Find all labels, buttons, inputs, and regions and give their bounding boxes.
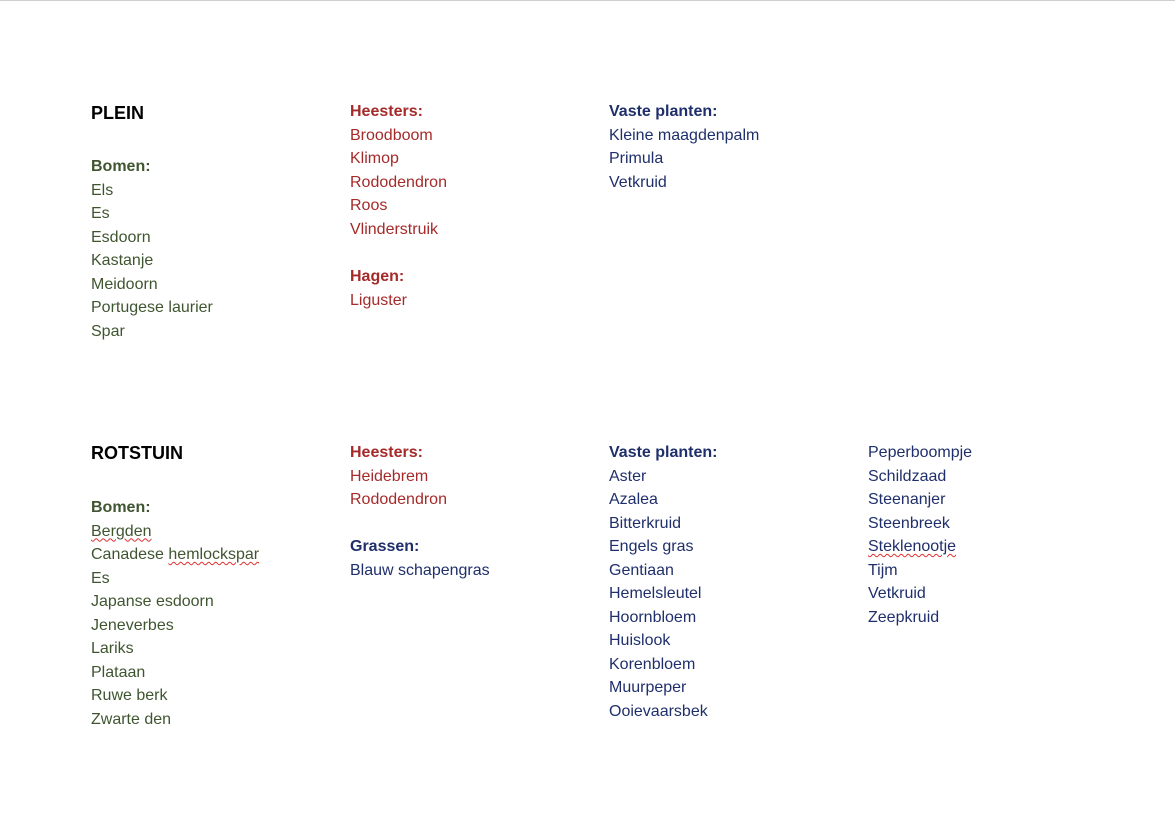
section-title-plein: PLEIN <box>91 103 145 123</box>
list-item: Klimop <box>350 150 399 167</box>
list-item: Kleine maagdenpalm <box>609 126 760 144</box>
list-item: Roos <box>350 197 388 214</box>
list-item: Rododendron <box>350 491 447 508</box>
list-item: Steenanjer <box>868 491 946 508</box>
spelling-flagged-word: Bergden <box>91 522 152 540</box>
list-item: Ooievaarsbek <box>609 702 708 720</box>
list-item: Es <box>91 205 110 222</box>
list-item <box>868 535 972 559</box>
list-item: Els <box>91 181 114 199</box>
list-item: Azalea <box>609 491 658 508</box>
list-item: Vlinderstruik <box>350 220 439 238</box>
plein-heesters-heading: Heesters: <box>350 103 423 120</box>
list-item: Spar <box>91 322 125 340</box>
list-item: Blauw schapengras <box>350 561 490 579</box>
plein-bomen-list <box>91 155 213 343</box>
rotstuin-heesters-list <box>350 441 447 512</box>
plein-hagen-heading: Hagen: <box>350 268 405 285</box>
list-item: Vetkruid <box>868 585 926 602</box>
list-item: Vetkruid <box>609 173 667 191</box>
list-item: Meidoorn <box>91 275 158 293</box>
list-item <box>91 520 259 544</box>
list-item <box>91 543 259 567</box>
list-item: Muurpeper <box>609 679 687 696</box>
rotstuin-vaste-planten-list <box>609 441 717 723</box>
top-border-line <box>0 0 1175 1</box>
list-item: Schildzaad <box>868 467 947 485</box>
list-item: Kastanje <box>91 252 154 269</box>
list-item-text: Canadese <box>91 546 169 563</box>
list-item: Hemelsleutel <box>609 585 702 602</box>
spelling-flagged-word: Steklenootje <box>868 538 957 555</box>
list-item: Broodboom <box>350 126 433 144</box>
list-item: Jeneverbes <box>91 616 174 634</box>
list-item: Plataan <box>91 663 146 681</box>
rotstuin-heesters-heading: Heesters: <box>350 444 423 461</box>
list-item: Steenbreek <box>868 514 950 532</box>
list-item: Es <box>91 569 110 587</box>
list-item: Zwarte den <box>91 710 172 728</box>
list-item: Lariks <box>91 640 134 657</box>
list-item: Bitterkruid <box>609 514 682 532</box>
list-item: Ruwe berk <box>91 687 168 704</box>
rotstuin-grassen-list <box>350 535 490 582</box>
rotstuin-bomen-list <box>91 496 259 731</box>
plein-vaste-planten-list <box>609 100 759 194</box>
list-item: Hoornbloem <box>609 608 697 626</box>
plein-bomen-heading: Bomen: <box>91 158 151 175</box>
list-item: Aster <box>609 467 647 485</box>
list-item: Peperboompje <box>868 444 973 461</box>
list-item: Liguster <box>350 291 407 309</box>
rotstuin-vaste-planten-heading: Vaste planten: <box>609 444 718 461</box>
list-item: Esdoorn <box>91 228 151 246</box>
plein-vaste-planten-heading: Vaste planten: <box>609 103 718 120</box>
spelling-flagged-word: hemlockspar <box>168 546 260 563</box>
list-item: Japanse esdoorn <box>91 593 214 610</box>
list-item: Engels gras <box>609 538 694 555</box>
list-item: Huislook <box>609 632 671 649</box>
list-item: Portugese laurier <box>91 299 213 316</box>
list-item: Primula <box>609 150 664 167</box>
list-item: Korenbloem <box>609 655 696 673</box>
rotstuin-grassen-heading: Grassen: <box>350 538 420 555</box>
list-item: Rododendron <box>350 173 447 191</box>
list-item: Zeepkruid <box>868 608 940 626</box>
list-item: Tijm <box>868 561 898 579</box>
section-title-rotstuin: ROTSTUIN <box>91 443 183 463</box>
list-item: Heidebrem <box>350 467 429 485</box>
rotstuin-bomen-heading: Bomen: <box>91 499 151 516</box>
plein-heesters-list <box>350 100 447 312</box>
rotstuin-vaste-planten-vervolg-list <box>868 441 972 629</box>
list-item: Gentiaan <box>609 561 674 579</box>
